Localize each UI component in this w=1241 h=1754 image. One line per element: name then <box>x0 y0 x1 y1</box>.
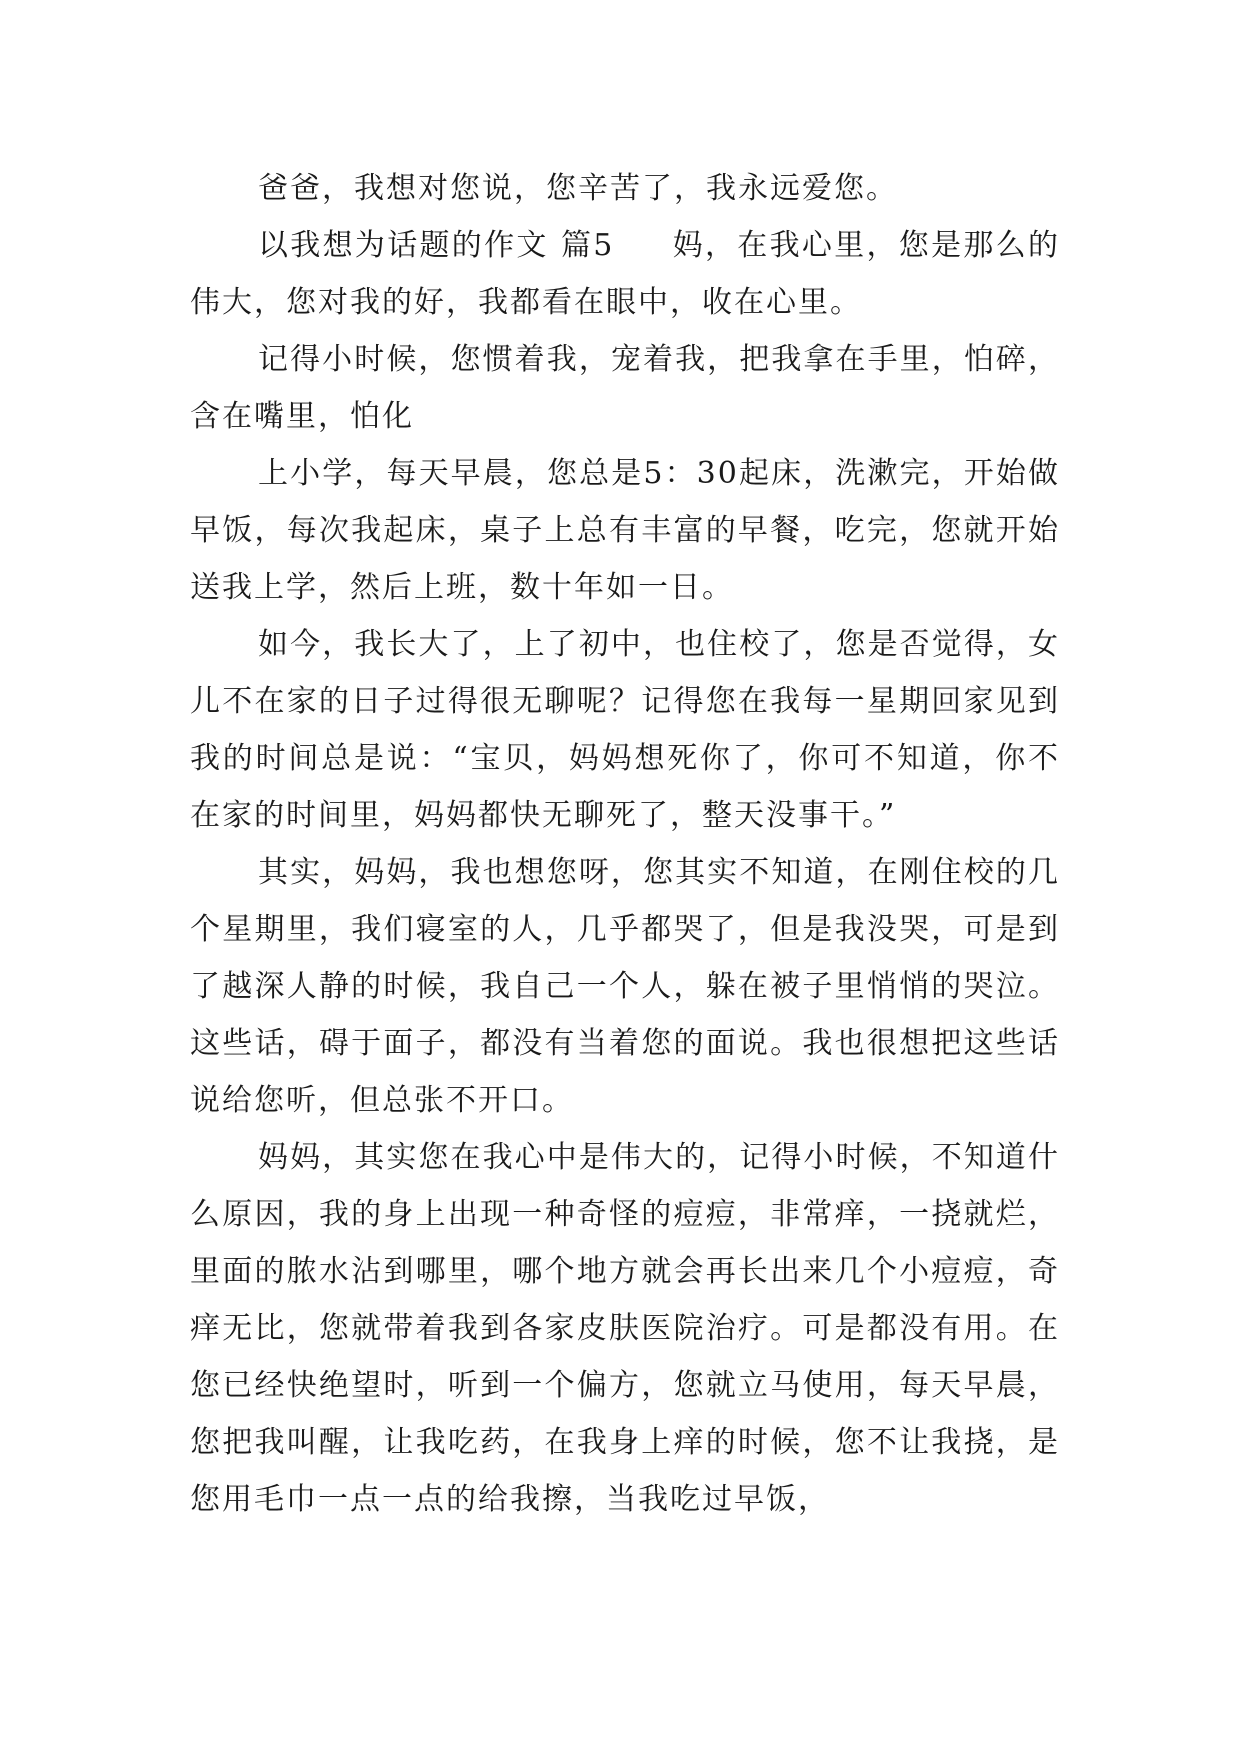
paragraph-4: 上小学，每天早晨，您总是5：30起床，洗漱完，开始做早饭，每次我起床，桌子上总有丰富的早餐，吃完，您就开始送我上学，然后上班，数十年如一日。 <box>190 456 1060 605</box>
section-label: 篇5 <box>560 228 615 263</box>
paragraph-2 <box>190 217 1060 331</box>
paragraph-2-text: 妈，在我心里，您是那么的伟大，您对我的好，我都看在眼中，收在心里。 <box>190 228 1060 320</box>
paragraph-6: 其实，妈妈，我也想您呀，您其实不知道，在刚住校的几个星期里，我们寝室的人，几乎都哭了，但是我没哭，可是到了越深人静的时候，我自己一个人，躲在被子里悄悄的哭泣。这些话，碍于面子，都没有当着您的面说。我也很想把这些话说给您听，但总张不开口。 <box>190 855 1060 1118</box>
paragraph-1: 爸爸，我想对您说，您辛苦了，我永远爱您。 <box>258 171 898 206</box>
paragraph-3: 记得小时候，您惯着我，宠着我，把我拿在手里，怕碎，含在嘴里，怕化 <box>190 342 1060 434</box>
essay-heading: 以我想为话题的作文 <box>258 228 549 263</box>
document-body <box>190 160 1060 1528</box>
paragraph-7: 妈妈，其实您在我心中是伟大的，记得小时候，不知道什么原因，我的身上出现一种奇怪的痘痘，非常痒，一挠就烂，里面的脓水沾到哪里，哪个地方就会再长出来几个小痘痘，奇痒无比，您就带着我到各家皮肤医院治疗。可是都没有用。在您已经快绝望时，听到一个偏方，您就立马使用，每天早晨，您把我叫醒，让我吃药，在我身上痒的时候，您不让我挠，是您用毛巾一点一点的给我擦，当我吃过早饭， <box>190 1140 1060 1517</box>
paragraph-5: 如今，我长大了，上了初中，也住校了，您是否觉得，女儿不在家的日子过得很无聊呢？记得您在我每一星期回家见到我的时间总是说：“宝贝，妈妈想死你了，你可不知道，你不在家的时间里，妈妈都快无聊死了，整天没事干。” <box>190 627 1060 833</box>
